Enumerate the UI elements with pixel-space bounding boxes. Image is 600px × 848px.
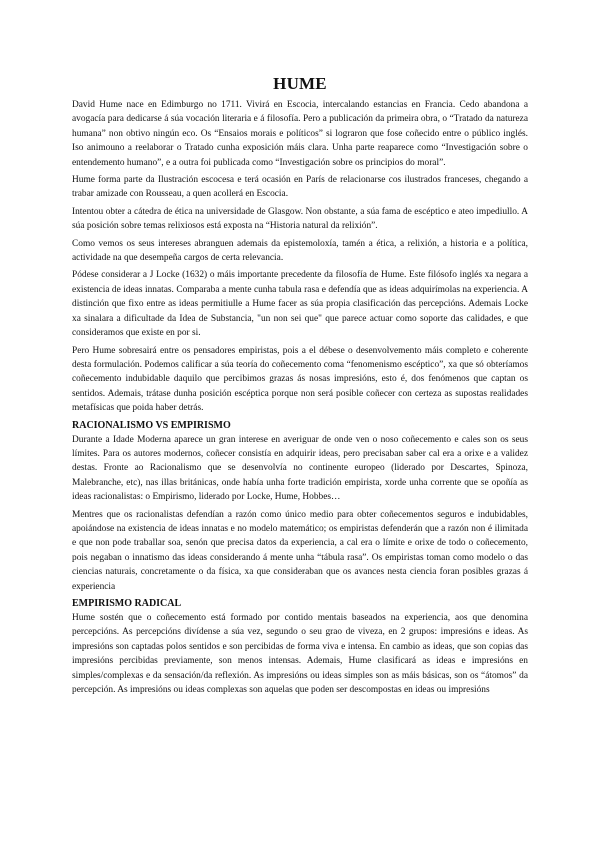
- rationalism-paragraph-contrast: Mentres que os racionalistas defendían a razón como único medio para obter coñecementos seguros e indubidables, apoiándose na existencia de ideas innatas e no modelo matemático; os empiristas defenderán que a razón non é ilimitada e que non pode traballar soa, senón que precisa datos da experiencia, a cal era o límite e orixe de todo o coñecemento, pois negaban o innatismo das ideas considerando á mente unha “tábula rasa”. Os empiristas toman como modelo o das ciencias naturais, concretamente o da física, xa que consideraban que os avances nesta ciencia foran posibles grazas á experiencia: [72, 509, 528, 592]
- section-heading-rationalism: RACIONALISMO VS EMPIRISMO: [72, 419, 231, 431]
- intro-paragraph-biography: David Hume nace en Edimburgo no 1711. Vivirá en Escocia, intercalando estancias en Francia. Cedo abandona a avogacía para dedicarse á súa vocación literaria e á filosofía. Pero a publicación da primeira obra, o “Tratado da natureza humana” non obtivo ningún eco. Os “Ensaios morais e políticos” si lograron que fose coñecido entre o público inglés. Iso animouno a reelaborar o Tratado cunha exposición máis clara. Unha parte reaparece como “Investigación sobre o entendemento humano”, e a outra foi publicada como “Investigación sobre os principios do moral”.: [72, 100, 528, 168]
- intro-paragraph-enlightenment: Hume forma parte da Ilustración escocesa e terá ocasión en París de relacionarse cos ilustrados franceses, chegando a trabar amizade con Rousseau, a quen acollerá en Escocia.: [72, 175, 528, 200]
- rationalism-paragraph-modern-age: Durante a Idade Moderna aparece un gran interese en averiguar de onde ven o noso coñecemento e cales son os seus límites. Para os autores modernos, coñecer consistía en adquirir ideas, pero precisaban saber cal era a orixe e a validez destas. Fronte ao Racionalismo que se desenvolvía no continente europeo (liderado por Descartes, Spinoza, Malebranche, etc), nas illas británicas, onde había unha forte tradición empirista, xorde unha corrente que se opoñía as ideas racionalistas: o Empirismo, liderado por Locke, Hume, Hobbes…: [72, 434, 528, 503]
- intro-paragraph-locke: Pódese considerar a J Locke (1632) o máis importante precedente da filosofía de Hume. Este filósofo inglés xa negara a existencia de ideas innatas. Comparaba a mente cunha tabula rasa e defendía que as ideas adquirímolas na experiencia. A distinción que fixo entre as ideas permitiulle a Hume facer as súa propia clasificación das percepcións. Ademais Locke xa sinalara a dificultade da Idea de Substancia, "un non sei que" que parece actuar como soporte das calidades, e que consideramos que existe en por si.: [72, 270, 528, 339]
- intro-paragraph-glasgow: Intentou obter a cátedra de ética na universidade de Glasgow. Non obstante, a súa fama de escéptico e ateo impediullo. A súa posición sobre temas relixiosos está exposta na “Historia natural da relixión”.: [72, 206, 528, 232]
- intro-paragraph-interests: Como vemos os seus intereses abranguen ademais da epistemoloxía, tamén a ética, a relixión, a historia e a política, actividade na que desempeña cargos de certa relevancia.: [72, 238, 528, 264]
- radical-paragraph-perceptions: Hume sostén que o coñecemento está formado por contido mentais baseados na experiencia, aos que denomina percepcións. As percepcións divídense a súa vez, segundo o seu grao de viveza, en 2 grupos: impresións e ideas. As impresións son captadas polos sentidos e son percibidas de forma viva e intensa. En cambio as ideas, que son copias das impresións percibidas previamente, son menos intensas. Ademais, Hume clasificará as ideas e impresións en simples/complexas e da sensación/da reflexión. As impresións ou ideas simples son as máis básicas, son os “átomos” da percepción. As impresións ou ideas complexas son aquelas que poden ser descompostas en ideas ou impresións: [72, 613, 528, 696]
- document-title: HUME: [273, 74, 327, 93]
- section-heading-radical-empiricism: EMPIRISMO RADICAL: [72, 598, 182, 609]
- intro-paragraph-phenomenism: Pero Hume sobresairá entre os pensadores empiristas, pois a el débese o desenvolvemento máis completo e coherente desta formulación. Podemos calificar a súa teoría do coñecemento coma “fenomenismo escéptico”, xa que só obteríamos coñecemento indubidable daquilo que percibimos grazas ás nosas impresións, esto é, dos fenómenos que captan os sentidos. Ademais, trátase dunha posición escéptica porque non será posible coñecer con certeza as supostas realidades metafísicas que poida haber detrás.: [72, 345, 528, 414]
